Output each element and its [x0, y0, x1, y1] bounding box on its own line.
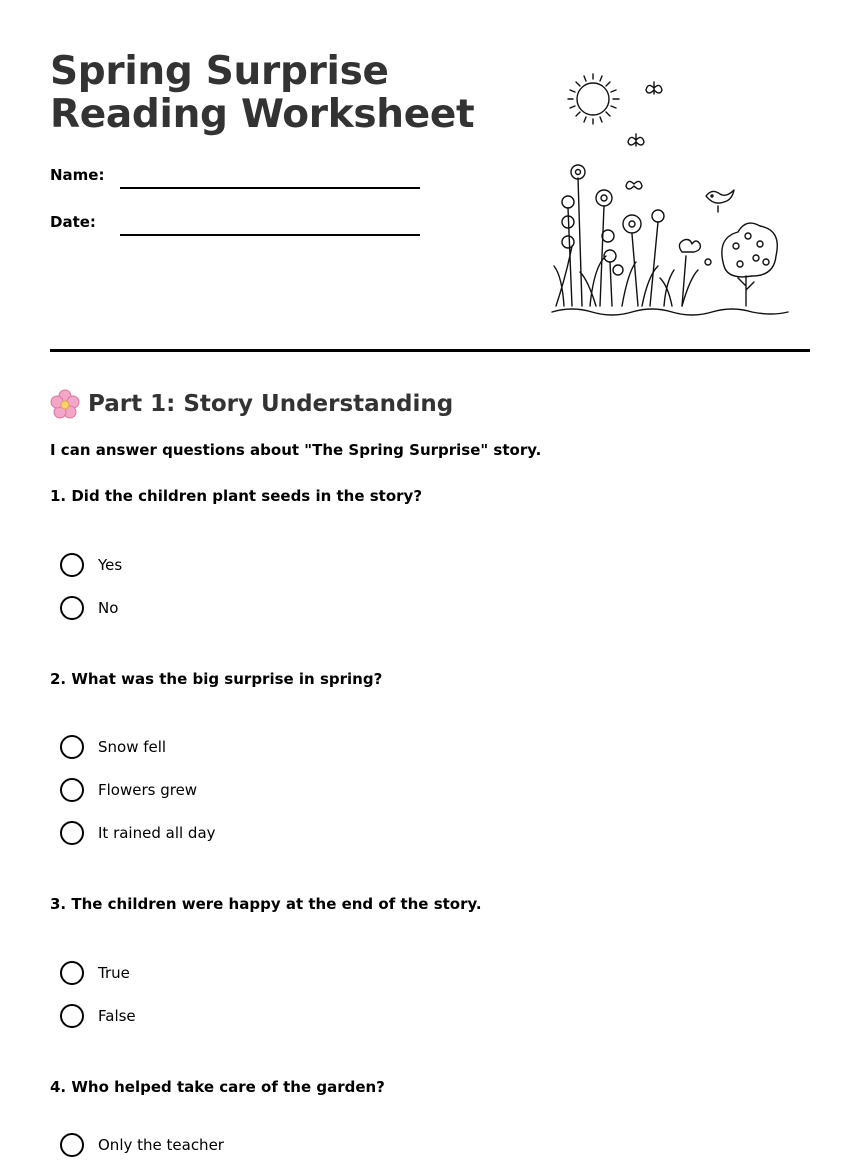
q2-option-snow[interactable] — [60, 734, 166, 760]
option-label: Flowers grew — [98, 781, 198, 799]
q2-option-flowers[interactable] — [60, 777, 197, 803]
option-label: Snow fell — [98, 738, 167, 756]
name-line[interactable] — [120, 187, 420, 189]
spring-garden-illustration — [546, 66, 796, 322]
date-label: Date: — [50, 213, 96, 231]
radio-button[interactable] — [60, 553, 84, 577]
option-label: True — [98, 964, 130, 982]
butterfly-icon — [628, 134, 644, 146]
section-divider — [50, 349, 810, 352]
radio-button[interactable] — [60, 735, 84, 759]
q2-option-rain[interactable] — [60, 820, 216, 846]
question-4: 4. Who helped take care of the garden? — [50, 1078, 385, 1096]
part-1-heading-text: Part 1: Story Understanding — [88, 391, 454, 417]
part-1-heading — [50, 388, 453, 420]
worksheet-title: Spring Surprise Reading Worksheet — [50, 49, 475, 137]
ground-line — [552, 309, 788, 315]
q1-option-no[interactable] — [60, 595, 118, 621]
radio-button[interactable] — [60, 1133, 84, 1157]
question-3: 3. The children were happy at the end of the story. — [50, 895, 482, 913]
q4-option-teacher[interactable] — [60, 1132, 224, 1158]
option-label: Yes — [98, 556, 123, 574]
tree-icon — [705, 223, 777, 306]
q3-option-true[interactable] — [60, 960, 130, 986]
learning-goal: I can answer questions about "The Spring Surprise" story. — [50, 441, 542, 459]
radio-button[interactable] — [60, 1004, 84, 1028]
sun-icon — [568, 74, 619, 124]
question-2: 2. What was the big surprise in spring? — [50, 670, 383, 688]
radio-button[interactable] — [60, 778, 84, 802]
radio-button[interactable] — [60, 821, 84, 845]
q3-option-false[interactable] — [60, 1003, 136, 1029]
flower-cluster-icon — [554, 165, 700, 306]
radio-button[interactable] — [60, 596, 84, 620]
cherry-blossom-icon — [50, 389, 80, 419]
q1-option-yes[interactable] — [60, 552, 122, 578]
butterfly-icon — [646, 82, 662, 94]
option-label: It rained all day — [98, 824, 216, 842]
bird-icon — [706, 190, 734, 212]
butterfly-icon — [626, 181, 642, 189]
radio-button[interactable] — [60, 961, 84, 985]
question-1: 1. Did the children plant seeds in the story? — [50, 487, 423, 505]
option-label: False — [98, 1007, 136, 1025]
option-label: Only the teacher — [98, 1136, 224, 1154]
date-line[interactable] — [120, 234, 420, 236]
option-label: No — [98, 599, 119, 617]
name-label: Name: — [50, 166, 105, 184]
